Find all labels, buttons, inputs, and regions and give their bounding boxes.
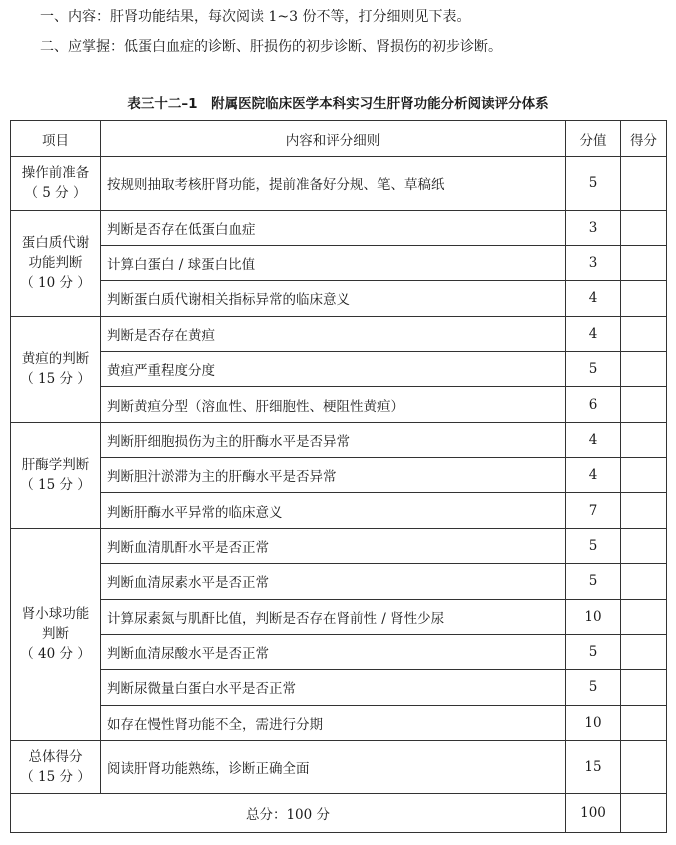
category-points: （ 10 分 ）	[20, 275, 91, 292]
criterion-score: 10	[566, 705, 621, 740]
criterion-score: 5	[566, 528, 621, 563]
category-name: 肾小球功能判断	[21, 606, 90, 643]
criterion-score: 6	[566, 387, 621, 422]
category-cell	[11, 210, 101, 316]
category-points: （ 15 分 ）	[20, 477, 91, 494]
criterion-text: 判断是否存在低蛋白血症	[101, 210, 566, 245]
obtained-score-cell[interactable]	[621, 387, 667, 422]
criterion-text: 判断尿微量白蛋白水平是否正常	[101, 670, 566, 705]
criterion-score: 4	[566, 281, 621, 316]
criterion-text: 判断肝酶水平异常的临床意义	[101, 493, 566, 528]
obtained-score-cell[interactable]	[621, 705, 667, 740]
criterion-text: 判断是否存在黄疸	[101, 316, 566, 351]
intro-line-objectives: 二、应掌握：低蛋白血症的诊断、肝损伤的初步诊断、肾损伤的初步诊断。	[40, 39, 502, 55]
criterion-score: 15	[566, 740, 621, 794]
obtained-score-cell[interactable]	[621, 157, 667, 211]
obtained-score-cell[interactable]	[621, 493, 667, 528]
table-row	[11, 157, 667, 211]
table-row	[11, 458, 667, 493]
criterion-text: 阅读肝肾功能熟练，诊断正确全面	[101, 740, 566, 794]
obtained-score-cell[interactable]	[621, 281, 667, 316]
category-points: （ 5 分 ）	[24, 185, 87, 202]
obtained-score-cell[interactable]	[621, 599, 667, 634]
header-obtained: 得分	[621, 121, 667, 157]
obtained-score-cell[interactable]	[621, 564, 667, 599]
criterion-score: 4	[566, 316, 621, 351]
table-row	[11, 493, 667, 528]
criterion-score: 7	[566, 493, 621, 528]
category-cell	[11, 740, 101, 794]
total-score: 100	[566, 794, 621, 833]
criterion-score: 5	[566, 157, 621, 211]
category-cell	[11, 422, 101, 528]
table-row	[11, 422, 667, 457]
category-cell	[11, 316, 101, 422]
obtained-score-cell[interactable]	[621, 634, 667, 669]
table-row	[11, 245, 667, 280]
obtained-score-cell[interactable]	[621, 740, 667, 794]
obtained-score-cell[interactable]	[621, 351, 667, 386]
total-row	[11, 794, 667, 833]
table-row	[11, 351, 667, 386]
criterion-score: 5	[566, 634, 621, 669]
criterion-text: 黄疸严重程度分度	[101, 351, 566, 386]
table-row	[11, 634, 667, 669]
category-points: （ 15 分 ）	[20, 371, 91, 388]
obtained-score-cell[interactable]	[621, 316, 667, 351]
category-points: （ 15 分 ）	[20, 769, 91, 786]
table-row	[11, 670, 667, 705]
scoring-table	[10, 120, 667, 833]
table-header-row	[11, 121, 667, 157]
obtained-score-cell[interactable]	[621, 210, 667, 245]
table-row	[11, 705, 667, 740]
table-row	[11, 599, 667, 634]
criterion-score: 4	[566, 422, 621, 457]
criterion-text: 判断血清尿素水平是否正常	[101, 564, 566, 599]
criterion-text: 判断胆汁淤滞为主的肝酶水平是否异常	[101, 458, 566, 493]
criterion-score: 10	[566, 599, 621, 634]
category-cell	[11, 157, 101, 211]
obtained-score-cell[interactable]	[621, 528, 667, 563]
obtained-score-cell[interactable]	[621, 422, 667, 457]
table-row	[11, 740, 667, 794]
criterion-text: 判断蛋白质代谢相关指标异常的临床意义	[101, 281, 566, 316]
total-obtained-cell[interactable]	[621, 794, 667, 833]
category-name: 蛋白质代谢功能判断	[21, 235, 90, 272]
intro-line-content: 一、内容：肝肾功能结果，每次阅读 1~3 份不等，打分细则见下表。	[40, 9, 471, 25]
criterion-score: 5	[566, 564, 621, 599]
category-name: 肝酶学判断	[21, 457, 90, 474]
criterion-text: 判断黄疸分型（溶血性、肝细胞性、梗阻性黄疸）	[101, 387, 566, 422]
category-name: 总体得分	[28, 749, 83, 766]
category-cell	[11, 528, 101, 740]
criterion-score: 3	[566, 210, 621, 245]
table-row	[11, 564, 667, 599]
category-name: 操作前准备	[21, 165, 90, 182]
criterion-score: 5	[566, 351, 621, 386]
criterion-score: 3	[566, 245, 621, 280]
header-item: 项目	[11, 121, 101, 157]
table-row	[11, 528, 667, 563]
criterion-text: 计算尿素氮与肌酐比值，判断是否存在肾前性 / 肾性少尿	[101, 599, 566, 634]
obtained-score-cell[interactable]	[621, 670, 667, 705]
obtained-score-cell[interactable]	[621, 245, 667, 280]
criterion-score: 4	[566, 458, 621, 493]
category-name: 黄疸的判断	[21, 351, 90, 368]
table-row	[11, 316, 667, 351]
criterion-text: 判断血清肌酐水平是否正常	[101, 528, 566, 563]
category-points: （ 40 分 ）	[20, 646, 91, 663]
criterion-text: 判断肝细胞损伤为主的肝酶水平是否异常	[101, 422, 566, 457]
table-title: 表三十二–1 附属医院临床医学本科实习生肝肾功能分析阅读评分体系	[127, 96, 549, 112]
header-content: 内容和评分细则	[101, 121, 566, 157]
table-row	[11, 281, 667, 316]
table-row	[11, 387, 667, 422]
criterion-score: 5	[566, 670, 621, 705]
total-label: 总分：100 分	[11, 794, 566, 833]
header-points: 分值	[566, 121, 621, 157]
obtained-score-cell[interactable]	[621, 458, 667, 493]
table-row	[11, 210, 667, 245]
criterion-text: 判断血清尿酸水平是否正常	[101, 634, 566, 669]
criterion-text: 按规则抽取考核肝肾功能，提前准备好分规、笔、草稿纸	[101, 157, 566, 211]
criterion-text: 如存在慢性肾功能不全，需进行分期	[101, 705, 566, 740]
criterion-text: 计算白蛋白 / 球蛋白比值	[101, 245, 566, 280]
